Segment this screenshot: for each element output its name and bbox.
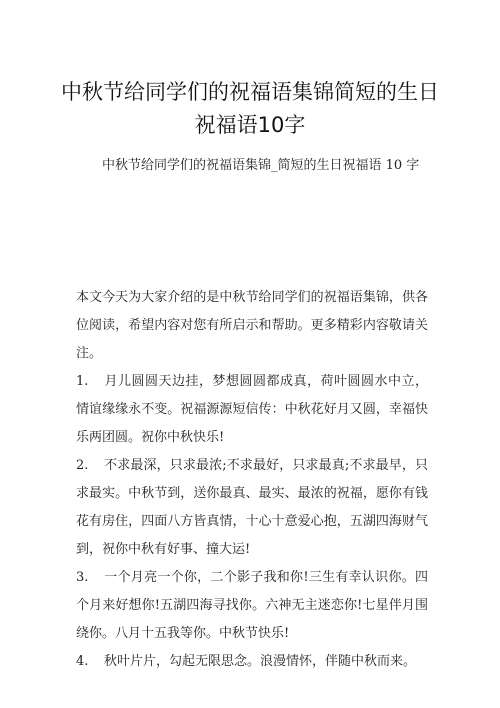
list-item <box>76 452 428 564</box>
list-item-number: 4. <box>76 654 89 669</box>
list-item-number: 1. <box>76 374 89 389</box>
list-item-number: 2. <box>76 458 89 473</box>
list-item-number: 3. <box>76 570 89 585</box>
document-title: 中秋节给同学们的祝福语集锦简短的生日祝福语10字 <box>61 80 439 137</box>
list-item <box>76 648 428 676</box>
list-item-text: 秋叶片片，勾起无限思念。浪漫情怀，伴随中秋而来。 <box>104 654 417 669</box>
list-item <box>76 564 428 648</box>
document-subtitle: 中秋节给同学们的祝福语集锦_简短的生日祝福语 10 字 <box>102 158 420 173</box>
list-item <box>76 368 428 452</box>
list-item-text: 月儿圆圆天边挂，梦想圆圆都成真，荷叶圆圆水中立，情谊缘缘永不变。祝福源源短信传：中秋花好月又圆，幸福快乐两团圆。祝你中秋快乐! <box>76 374 428 445</box>
list-item-text: 不求最深，只求最浓;不求最好，只求最真;不求最早，只求最实。中秋节到，送你最真、最实、最浓的祝福，愿你有钱花有房住，四面八方皆真情，十心十意爱心抱，五湖四海财气到，祝你中秋有好事、撞大运! <box>76 458 428 557</box>
list-item-text: 一个月亮一个你，二个影子我和你!三生有幸认识你。四个月来好想你!五湖四海寻找你。六神无主迷恋你!七星伴月围绕你。八月十五我等你。中秋节快乐! <box>76 570 428 641</box>
intro-paragraph: 本文今天为大家介绍的是中秋节给同学们的祝福语集锦，供各位阅读，希望内容对您有所启示和帮助。更多精彩内容敬请关注。 <box>76 290 428 361</box>
document-body <box>76 284 428 676</box>
